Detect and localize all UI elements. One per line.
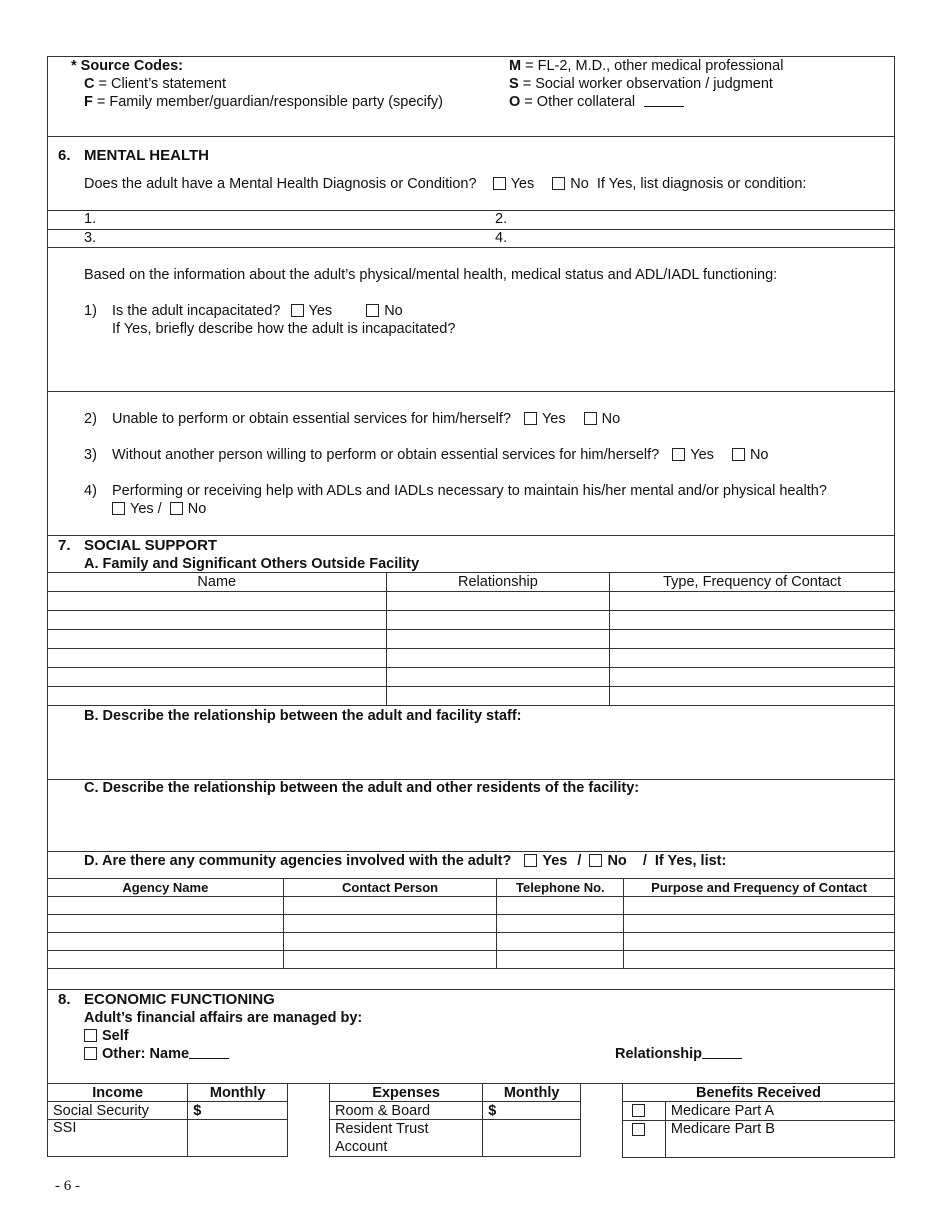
diagnosis-1-label[interactable]: 1. xyxy=(84,211,97,227)
contact-person-cell[interactable] xyxy=(283,897,497,915)
managed-by-label: Adult’s financial affairs are managed by: xyxy=(84,1010,363,1026)
expense-resident-trust-amount[interactable] xyxy=(483,1120,581,1157)
telephone-cell[interactable] xyxy=(497,897,624,915)
social-support-section xyxy=(47,535,895,572)
medicare-b-checkbox[interactable] xyxy=(632,1123,645,1136)
name-cell[interactable] xyxy=(48,630,387,649)
expenses-table xyxy=(329,1083,581,1157)
name-cell[interactable] xyxy=(48,668,387,687)
contact-cell[interactable] xyxy=(610,668,895,687)
incapacitated-section xyxy=(47,247,895,391)
relationship-cell[interactable] xyxy=(386,630,610,649)
expense-room-board: Room & Board xyxy=(330,1102,483,1120)
table-row xyxy=(48,687,895,706)
benefit-medicare-a: Medicare Part A xyxy=(665,1102,894,1121)
purpose-cell[interactable] xyxy=(624,915,895,933)
table-row xyxy=(48,649,895,668)
agency-cell[interactable] xyxy=(48,951,284,969)
q4-question: Performing or receiving help with ADLs and IADLs necessary to maintain his/her mental and/or physical health? xyxy=(112,483,827,499)
income-table xyxy=(47,1083,288,1157)
mh-no-checkbox[interactable] xyxy=(552,177,565,190)
code-f: F = Family member/guardian/responsible party (specify) xyxy=(84,94,444,110)
column-name: Name xyxy=(48,573,387,592)
relationship-field: Relationship xyxy=(615,1046,742,1062)
contact-cell[interactable] xyxy=(610,687,895,706)
relationship-cell[interactable] xyxy=(386,611,610,630)
relationship-cell[interactable] xyxy=(386,649,610,668)
q4-yes-checkbox[interactable] xyxy=(112,502,125,515)
name-cell[interactable] xyxy=(48,611,387,630)
telephone-cell[interactable] xyxy=(497,915,624,933)
purpose-cell[interactable] xyxy=(624,933,895,951)
q4-number: 4) xyxy=(84,483,97,499)
name-cell[interactable] xyxy=(48,592,387,611)
contact-person-cell[interactable] xyxy=(283,915,497,933)
q4-no-checkbox[interactable] xyxy=(170,502,183,515)
contact-cell[interactable] xyxy=(610,611,895,630)
name-cell[interactable] xyxy=(48,649,387,668)
telephone-cell[interactable] xyxy=(497,933,624,951)
spacer-row xyxy=(47,969,895,989)
benefit-medicare-b: Medicare Part B xyxy=(665,1121,894,1158)
q2-yes-checkbox[interactable] xyxy=(524,412,537,425)
q4-options: Yes / No xyxy=(108,501,206,517)
purpose-cell[interactable] xyxy=(624,951,895,969)
residents-relationship-label: C. Describe the relationship between the adult and other residents of the facility: xyxy=(84,780,640,796)
column-relationship: Relationship xyxy=(386,573,610,592)
relationship-blank[interactable] xyxy=(702,1057,742,1059)
diagnosis-row-1 xyxy=(47,210,895,229)
contact-cell[interactable] xyxy=(610,649,895,668)
q1-yes-checkbox[interactable] xyxy=(291,304,304,317)
page-number: - 6 - xyxy=(55,1178,80,1194)
agency-cell[interactable] xyxy=(48,915,284,933)
services-section xyxy=(47,391,895,535)
form-page xyxy=(47,56,895,1163)
q2-number: 2) xyxy=(84,411,97,427)
telephone-cell[interactable] xyxy=(497,951,624,969)
mental-health-title: MENTAL HEALTH xyxy=(84,147,209,164)
agencies-yes-checkbox[interactable] xyxy=(524,854,537,867)
social-support-title: SOCIAL SUPPORT xyxy=(84,537,218,554)
column-contact-person: Contact Person xyxy=(283,879,497,897)
contact-person-cell[interactable] xyxy=(283,951,497,969)
other-name-blank[interactable] xyxy=(189,1057,229,1059)
economic-title: ECONOMIC FUNCTIONING xyxy=(84,991,275,1008)
family-heading: A. Family and Significant Others Outside Facility xyxy=(84,556,420,572)
q2-no-checkbox[interactable] xyxy=(584,412,597,425)
q1-no-checkbox[interactable] xyxy=(366,304,379,317)
income-header: Income xyxy=(48,1084,188,1102)
agency-cell[interactable] xyxy=(48,933,284,951)
contact-cell[interactable] xyxy=(610,592,895,611)
based-on-text: Based on the information about the adult’s physical/mental health, medical status and ADL/IADL functioning: xyxy=(84,267,778,283)
agency-table xyxy=(47,878,895,969)
benefits-table xyxy=(622,1083,895,1158)
expense-resident-trust: Resident Trust Account xyxy=(330,1120,483,1157)
mental-health-section xyxy=(47,136,895,210)
benefit-medicare-b-cell xyxy=(623,1121,666,1158)
collateral-blank[interactable] xyxy=(644,105,684,107)
mh-diagnosis-question: Does the adult have a Mental Health Diagnosis or Condition? Yes No If Yes, list diagnosis or condition: xyxy=(84,176,807,192)
column-telephone: Telephone No. xyxy=(497,879,624,897)
purpose-cell[interactable] xyxy=(624,897,895,915)
name-cell[interactable] xyxy=(48,687,387,706)
q2-question: Unable to perform or obtain essential services for him/herself? Yes No xyxy=(112,411,621,427)
income-ssi: SSI xyxy=(48,1120,188,1157)
residents-relationship-section[interactable] xyxy=(47,779,895,851)
diagnosis-row-2 xyxy=(47,229,895,247)
q1-describe: If Yes, briefly describe how the adult is incapacitated? xyxy=(112,321,456,337)
column-purpose: Purpose and Frequency of Contact xyxy=(624,879,895,897)
table-row xyxy=(48,592,895,611)
expenses-monthly-header: Monthly xyxy=(483,1084,581,1102)
column-agency-name: Agency Name xyxy=(48,879,284,897)
agency-cell[interactable] xyxy=(48,897,284,915)
expense-room-board-amount[interactable]: $ xyxy=(483,1102,581,1120)
other-option: Other: Name xyxy=(80,1046,229,1062)
code-c: C = Client’s statement xyxy=(84,76,226,92)
income-social-security-amount[interactable]: $ xyxy=(188,1102,288,1120)
self-option: Self xyxy=(80,1028,129,1044)
q1-question: Is the adult incapacitated? Yes No xyxy=(112,303,403,319)
table-row xyxy=(48,630,895,649)
expenses-header: Expenses xyxy=(330,1084,483,1102)
table-row xyxy=(48,668,895,687)
economic-section xyxy=(47,989,895,1083)
contact-cell[interactable] xyxy=(610,630,895,649)
code-s: S = Social worker observation / judgment xyxy=(509,76,773,92)
diagnosis-4-label[interactable]: 4. xyxy=(495,230,508,246)
diagnosis-2-label[interactable]: 2. xyxy=(495,211,508,227)
code-o: O = Other collateral xyxy=(509,94,684,110)
staff-relationship-section[interactable] xyxy=(47,706,895,779)
q3-number: 3) xyxy=(84,447,97,463)
q1-number: 1) xyxy=(84,303,97,319)
agencies-no-checkbox[interactable] xyxy=(589,854,602,867)
finance-tables xyxy=(47,1083,895,1163)
mental-health-number: 6. xyxy=(58,147,71,164)
q3-no-checkbox[interactable] xyxy=(732,448,745,461)
income-social-security: Social Security xyxy=(48,1102,188,1120)
relationship-cell[interactable] xyxy=(386,592,610,611)
staff-relationship-label: B. Describe the relationship between the adult and facility staff: xyxy=(84,708,522,724)
agencies-question: D. Are there any community agencies involved with the adult? Yes / No / If Yes, list: xyxy=(84,853,727,869)
q3-yes-checkbox[interactable] xyxy=(672,448,685,461)
code-m: M = FL-2, M.D., other medical professional xyxy=(509,58,784,74)
column-contact: Type, Frequency of Contact xyxy=(610,573,895,592)
table-row xyxy=(48,951,895,969)
table-row xyxy=(48,611,895,630)
economic-number: 8. xyxy=(58,991,71,1008)
benefit-medicare-a-cell xyxy=(623,1102,666,1121)
source-codes-section xyxy=(47,56,895,136)
other-checkbox[interactable] xyxy=(84,1047,97,1060)
income-ssi-amount[interactable] xyxy=(188,1120,288,1157)
q3-question: Without another person willing to perform or obtain essential services for him/herself? Yes No xyxy=(112,447,769,463)
mh-yes-checkbox[interactable] xyxy=(493,177,506,190)
family-table-header xyxy=(48,573,895,592)
social-support-number: 7. xyxy=(58,537,71,554)
table-row xyxy=(48,933,895,951)
contact-person-cell[interactable] xyxy=(283,933,497,951)
medicare-a-checkbox[interactable] xyxy=(632,1104,645,1117)
diagnosis-3-label[interactable]: 3. xyxy=(84,230,97,246)
agencies-question-section xyxy=(47,851,895,878)
table-row xyxy=(48,897,895,915)
table-row xyxy=(48,915,895,933)
source-codes-title: * Source Codes: xyxy=(71,58,183,74)
benefits-header: Benefits Received xyxy=(623,1084,895,1102)
income-monthly-header: Monthly xyxy=(188,1084,288,1102)
family-table xyxy=(47,572,895,706)
relationship-cell[interactable] xyxy=(386,687,610,706)
self-checkbox[interactable] xyxy=(84,1029,97,1042)
agency-table-header xyxy=(48,879,895,897)
relationship-cell[interactable] xyxy=(386,668,610,687)
